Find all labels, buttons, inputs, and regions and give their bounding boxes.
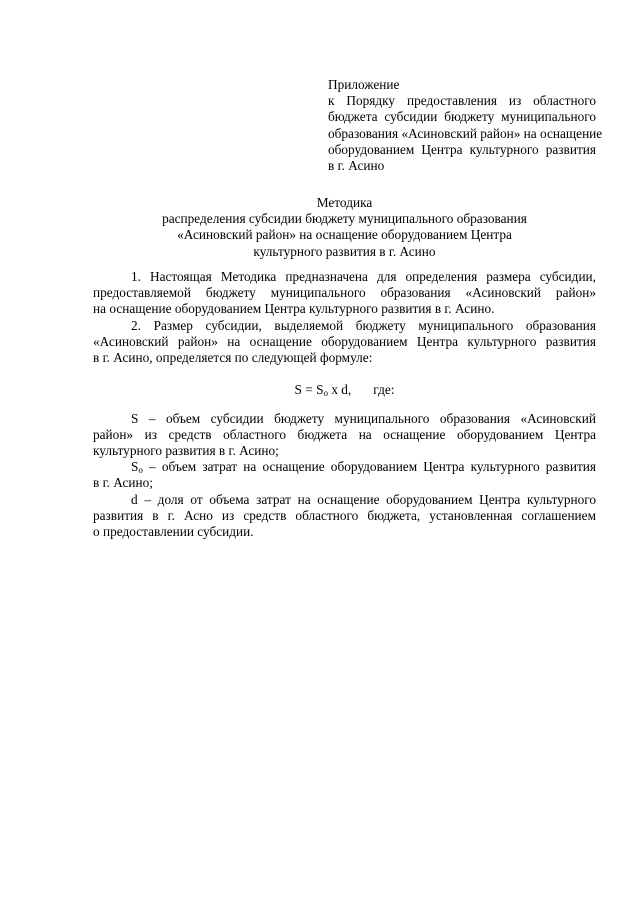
title-line: культурного развития в г. Асино [253, 243, 436, 259]
paragraph-line: 2. Размер субсидии, выделяемой бюджету муниципального образования [131, 318, 596, 333]
appendix-line: образования «Асиновский район» на оснащение [328, 125, 603, 141]
title-line: «Асиновский район» на оснащение оборудованием Центра [177, 227, 512, 243]
definition-line: о предоставлении субсидии. [93, 524, 254, 540]
definition-line: d – доля от объема затрат на оснащение оборудованием Центра культурного [131, 492, 596, 507]
paragraph-2 [93, 318, 596, 367]
title-line: Методика [316, 195, 373, 210]
definition-text: – объем затрат на оснащение оборудованием Центра культурного развития [142, 459, 596, 474]
appendix-line: в г. Асино [328, 158, 385, 174]
definition-s [93, 411, 596, 460]
paragraph-line: предоставляемой бюджету муниципального образования «Асиновский район» [93, 285, 596, 301]
definition-line: S – объем субсидии бюджету муниципального образования «Асиновский [131, 411, 596, 426]
paragraph-line: на оснащение оборудованием Центра культурного развития в г. Асино. [93, 301, 495, 317]
appendix-line: к Порядку предоставления из областного [328, 93, 596, 109]
appendix-line: бюджета субсидии бюджету муниципального [328, 109, 596, 125]
definition-symbol: S [131, 459, 139, 474]
appendix-line: оборудованием Центра культурного развития [328, 141, 596, 157]
definition-d [93, 492, 596, 541]
formula-subscript: o [323, 388, 328, 398]
definition-line: культурного развития в г. Асино; [93, 443, 279, 459]
appendix-line: Приложение [328, 77, 400, 92]
paragraph-line: в г. Асино, определяется по следующей формуле: [93, 350, 373, 366]
formula-rhs: x d, [328, 382, 352, 397]
definition-line [93, 459, 596, 475]
definition-so [93, 459, 596, 491]
appendix-note [328, 77, 603, 174]
paragraph-line: 1. Настоящая Методика предназначена для определения размера субсидии, [131, 269, 596, 284]
formula-where: где: [373, 382, 395, 397]
paragraph-line: «Асиновский район» на оснащение оборудованием Центра культурного развития [93, 334, 596, 350]
definition-subscript: o [138, 465, 143, 475]
title-line: распределения субсидии бюджету муниципального образования [162, 211, 527, 227]
document-title [93, 195, 596, 260]
definition-line: развития в г. Асно из средств областного бюджета, установленная соглашением [93, 508, 596, 524]
definition-line: район» из средств областного бюджета на оснащение оборудованием Центра [93, 427, 596, 443]
formula-lhs: S = S [294, 382, 324, 397]
paragraph-1 [93, 269, 596, 318]
formula [93, 382, 596, 398]
definition-line: в г. Асино; [93, 475, 153, 491]
